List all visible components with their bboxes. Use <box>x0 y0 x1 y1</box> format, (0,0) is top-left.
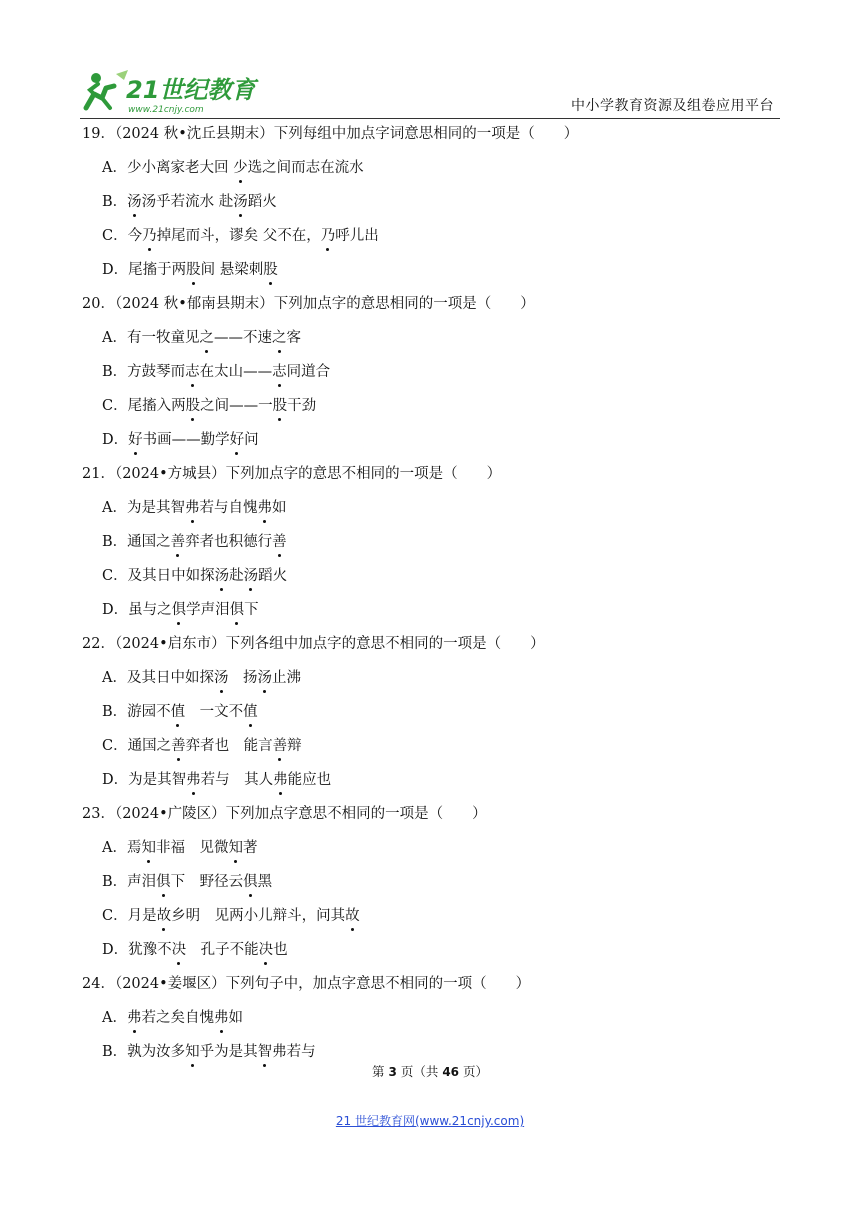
question-item <box>82 634 782 790</box>
dotted-character: 汤 <box>243 568 259 584</box>
question-stem: 20．（2024 秋•郁南县期末）下列加点字的意思相同的一项是（ ） <box>82 296 535 312</box>
answer-option: D．尾搐于两股间 悬梁刺股 <box>102 262 278 278</box>
answer-option: B．声泪俱下 野径云俱黑 <box>102 874 273 890</box>
question-stem: 24．（2024•姜堰区）下列句子中，加点字意思不相同的一项（ ） <box>82 976 531 992</box>
dotted-character: 弗 <box>273 772 288 788</box>
answer-option: D．好书画——勤学好问 <box>102 432 259 448</box>
question-stem: 23．（2024•广陵区）下列加点字意思不相同的一项是（ ） <box>82 806 487 822</box>
answer-option: B．方鼓琴而志在太山——志同道合 <box>102 364 331 380</box>
dotted-character: 俱 <box>156 874 171 890</box>
dotted-character: 知 <box>141 840 156 856</box>
answer-option: A．少小离家老大回 少选之间而志在流水 <box>102 160 364 176</box>
dotted-character: 弗 <box>186 772 201 788</box>
brand-logo[interactable] <box>80 68 280 116</box>
question-stem: 19．（2024 秋•沈丘县期末）下列每组中加点字词意思相同的一项是（ ） <box>82 126 579 142</box>
answer-option: B．游园不值 一文不值 <box>102 704 258 720</box>
dotted-character: 善 <box>170 534 186 550</box>
dotted-character: 汤 <box>257 670 272 686</box>
logo-url: www.21cnjy.com <box>128 105 204 115</box>
total-pages: 46 <box>442 1065 460 1079</box>
logo-text: 21世纪教育 <box>126 76 256 104</box>
answer-option: C．尾搐入两股之间——一股干劲 <box>102 398 317 414</box>
dotted-character: 俱 <box>171 602 187 618</box>
answer-option: C．通国之善弈者也 能言善辩 <box>102 738 302 754</box>
dotted-character: 股 <box>185 398 201 414</box>
dotted-character: 弗 <box>184 500 200 516</box>
answer-option: C．今乃掉尾而斗，谬矣 父不在，乃呼儿出 <box>102 228 379 244</box>
footer-prefix: 第 <box>371 1064 385 1079</box>
dotted-character: 故 <box>156 908 172 924</box>
answer-option: C．及其日中如探汤赴汤蹈火 <box>102 568 288 584</box>
dotted-character: 值 <box>170 704 186 720</box>
footer-middle: 页（共 <box>400 1064 439 1079</box>
dotted-character: 值 <box>243 704 258 720</box>
dotted-character: 汤 <box>127 194 142 210</box>
dotted-character: 股 <box>186 262 201 278</box>
dotted-character: 股 <box>263 262 278 278</box>
page-header <box>80 64 780 119</box>
dotted-character: 之 <box>199 330 214 346</box>
dotted-character: 弗 <box>213 1010 229 1026</box>
dotted-character: 好 <box>229 432 245 448</box>
current-page: 3 <box>388 1065 397 1079</box>
dotted-character: 决 <box>258 942 274 958</box>
answer-option: B．孰为汝多知乎为是其智弗若与 <box>102 1044 316 1060</box>
dotted-character: 乃 <box>320 228 336 244</box>
dotted-character: 知 <box>228 840 243 856</box>
answer-option: A．及其日中如探汤 扬汤止沸 <box>102 670 301 686</box>
answer-option: A．焉知非福 见微知著 <box>102 840 258 856</box>
question-item <box>82 974 782 1062</box>
dotted-character: 之 <box>271 330 287 346</box>
answer-option: A．为是其智弗若与自愧弗如 <box>102 500 287 516</box>
page-footer <box>0 1062 860 1080</box>
site-link-container <box>0 1112 860 1129</box>
dotted-character: 善 <box>272 738 288 754</box>
dotted-character: 故 <box>345 908 360 924</box>
answer-option: A．弗若之矣自愧弗如 <box>102 1010 243 1026</box>
answer-option: D．虽与之俱学声泪俱下 <box>102 602 259 618</box>
dotted-character: 乃 <box>142 228 157 244</box>
dotted-character: 股 <box>272 398 288 414</box>
answer-option: A．有一牧童见之——不速之客 <box>102 330 301 346</box>
dotted-character: 志 <box>185 364 200 380</box>
dotted-character: 善 <box>272 534 287 550</box>
answer-option: D．犹豫不决 孔子不能决也 <box>102 942 288 958</box>
dotted-character: 少 <box>233 160 248 176</box>
dotted-character: 志 <box>272 364 287 380</box>
answer-option: B．汤汤乎若流水 赴汤蹈火 <box>102 194 277 210</box>
dotted-character: 好 <box>128 432 143 448</box>
site-link[interactable]: 21 世纪教育网(www.21cnjy.com) <box>335 1114 525 1128</box>
question-stem: 22．（2024•启东市）下列各组中加点字的意思不相同的一项是（ ） <box>82 636 545 652</box>
dotted-character: 决 <box>171 942 187 958</box>
dotted-character: 智 <box>257 1044 273 1060</box>
answer-option: C．月是故乡明 见两小儿辩斗，问其故 <box>102 908 360 924</box>
answer-option: D．为是其智弗若与 其人弗能应也 <box>102 772 332 788</box>
dotted-character: 汤 <box>233 194 248 210</box>
question-stem: 21．（2024•方城县）下列加点字的意思不相同的一项是（ ） <box>82 466 502 482</box>
dotted-character: 俱 <box>229 602 245 618</box>
runner-logo-icon <box>80 68 280 116</box>
dotted-character: 知 <box>185 1044 200 1060</box>
question-list <box>82 124 782 1076</box>
platform-title: 中小学教育资源及组卷应用平台 <box>571 98 774 114</box>
dotted-character: 善 <box>171 738 186 754</box>
question-item <box>82 464 782 620</box>
footer-suffix: 页） <box>463 1064 489 1079</box>
dotted-character: 弗 <box>257 500 272 516</box>
question-item <box>82 124 782 280</box>
question-item <box>82 804 782 960</box>
dotted-character: 俱 <box>243 874 258 890</box>
dotted-character: 弗 <box>126 1010 142 1026</box>
dotted-character: 汤 <box>214 568 230 584</box>
answer-option: B．通国之善弈者也积德行善 <box>102 534 287 550</box>
dotted-character: 汤 <box>213 670 229 686</box>
question-item <box>82 294 782 450</box>
